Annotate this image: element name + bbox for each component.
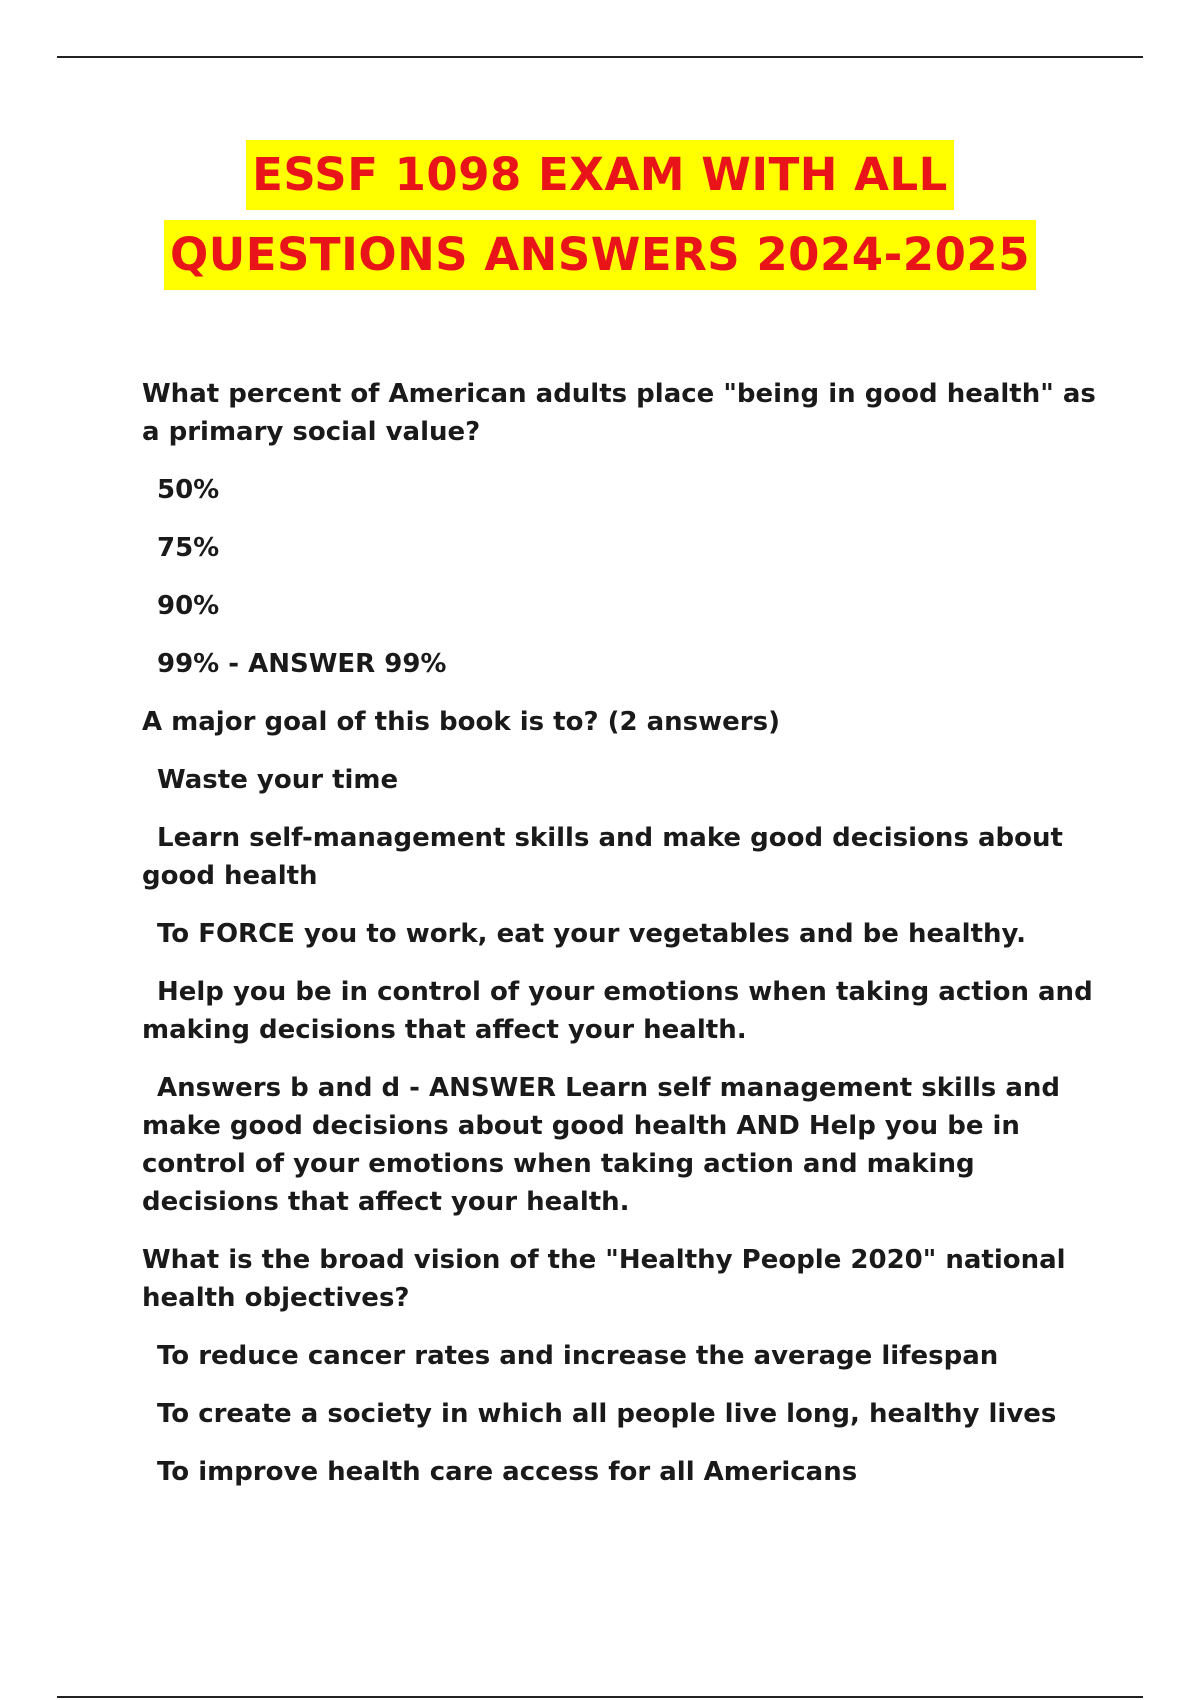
answer-option: Help you be in control of your emotions when taking action and making decisions that affect your health. (142, 977, 1093, 1045)
question-text: What percent of American adults place "being in good health" as a primary social value? (142, 379, 1096, 447)
answer-option: 50% (157, 475, 220, 505)
answer-option-correct: 99% - ANSWER 99% (157, 649, 447, 679)
answer-option: To improve health care access for all Americans (157, 1457, 858, 1487)
question-text: What is the broad vision of the "Healthy People 2020" national health objectives? (142, 1245, 1066, 1313)
answer-option-correct: Answers b and d - ANSWER Learn self management skills and make good decisions about good health AND Help you be in control of your emotions when taking action and making decisions that affect your health. (142, 1073, 1060, 1217)
question-text: A major goal of this book is to? (2 answers) (142, 707, 780, 737)
question-list (142, 375, 1102, 1511)
answer-option: 90% (157, 591, 220, 621)
answer-option: Waste your time (157, 765, 399, 795)
bottom-rule (57, 1696, 1143, 1698)
answer-option: To reduce cancer rates and increase the average lifespan (157, 1341, 999, 1371)
answer-option: Learn self-management skills and make good decisions about good health (142, 823, 1063, 891)
top-rule (57, 56, 1143, 58)
answer-option: To create a society in which all people live long, healthy lives (157, 1399, 1057, 1429)
title-line-1: ESSF 1098 EXAM WITH ALL (246, 140, 954, 210)
title-line-2: QUESTIONS ANSWERS 2024-2025 (164, 220, 1036, 290)
document-title (0, 140, 1200, 290)
answer-option: To FORCE you to work, eat your vegetables and be healthy. (157, 919, 1026, 949)
answer-option: 75% (157, 533, 220, 563)
